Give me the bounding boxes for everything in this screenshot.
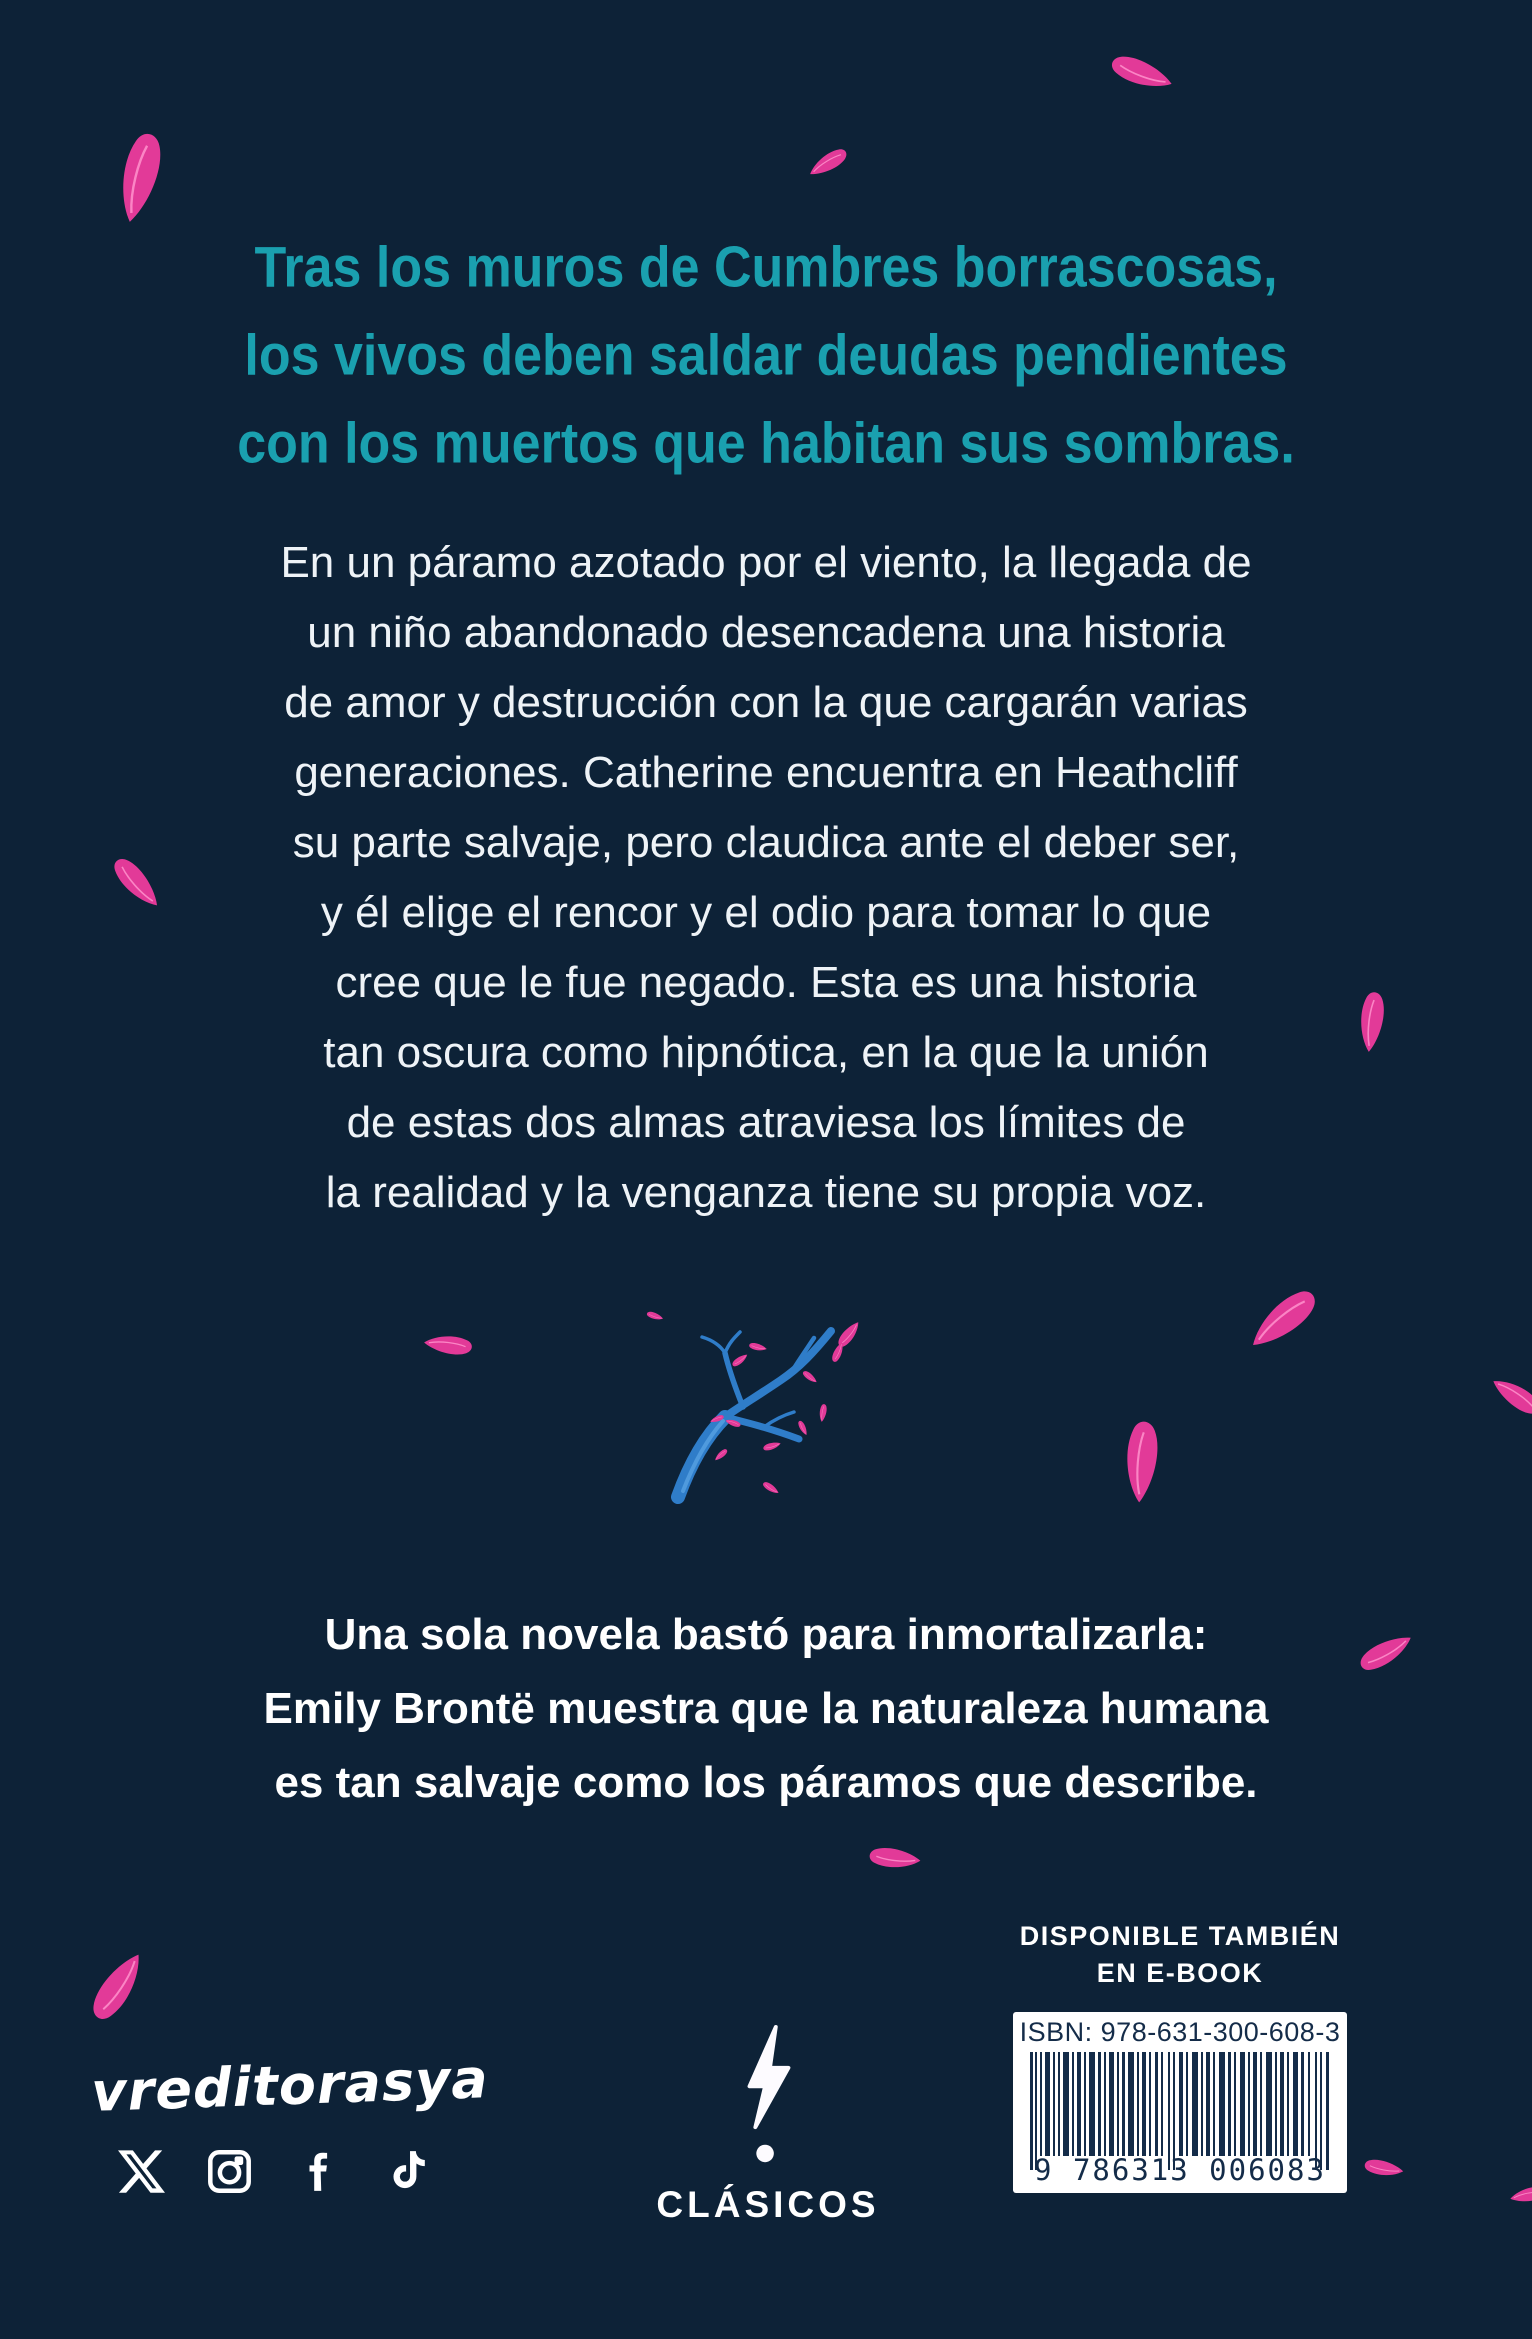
petal-icon	[82, 1944, 155, 2028]
clasicos-logo	[633, 2024, 903, 2226]
tagline-line: los vivos deben saldar deudas pendientes	[244, 324, 1288, 388]
x-icon	[118, 2148, 165, 2195]
author-statement	[0, 1598, 1532, 1820]
facebook-icon	[295, 2148, 342, 2195]
petal-icon	[867, 1843, 924, 1872]
lightning-bolt-icon	[736, 2024, 800, 2170]
tagline	[0, 224, 1532, 488]
imprint-name: CLÁSICOS	[656, 2184, 880, 2225]
petal-icon	[645, 1310, 664, 1323]
tagline-line: Tras los muros de Cumbres borrascosas,	[254, 236, 1278, 300]
isbn-label: ISBN: 978-631-300-608-3	[1019, 2017, 1341, 2047]
ebook-availability-line: EN E-BOOK	[1096, 1958, 1264, 1988]
petal-icon	[1486, 1370, 1532, 1422]
ebook-availability	[1013, 1918, 1347, 1992]
tagline-line: con los muertos que habitan sus sombras.	[237, 412, 1295, 476]
statement-line: Emily Brontë muestra que la naturaleza humana	[263, 1684, 1269, 1733]
synopsis-line: tan oscura como hipnótica, en la que la unión	[323, 1028, 1209, 1077]
synopsis-line: y él elige el rencor y el odio para tomar lo que	[320, 888, 1212, 937]
petal-icon	[109, 127, 172, 230]
synopsis	[0, 528, 1532, 1228]
synopsis-line: su parte salvaje, pero claudica ante el deber ser,	[292, 818, 1240, 867]
instagram-icon	[206, 2148, 253, 2195]
ebook-availability-line: DISPONIBLE TAMBIÉN	[1019, 1921, 1341, 1951]
statement-line: es tan salvaje como los páramos que describe.	[274, 1758, 1258, 1807]
petal-icon	[1120, 1417, 1164, 1507]
barcode	[1013, 2012, 1347, 2193]
petal-icon	[1362, 2155, 1406, 2180]
synopsis-line: En un páramo azotado por el viento, la llegada de	[280, 538, 1252, 587]
synopsis-line: generaciones. Catherine encuentra en Heathcliff	[294, 748, 1238, 797]
social-icons-row	[118, 2146, 430, 2196]
petal-icon	[1508, 2184, 1532, 2206]
synopsis-line: un niño abandonado desencadena una historia	[307, 608, 1225, 657]
synopsis-line: de estas dos almas atraviesa los límites de	[346, 1098, 1186, 1147]
publisher-handle: vreditorasya	[90, 2047, 490, 2124]
synopsis-line: de amor y destrucción con la que cargarán varias	[284, 678, 1248, 727]
synopsis-line: cree que le fue negado. Esta es una historia	[335, 958, 1197, 1007]
petal-icon	[804, 144, 852, 182]
petal-icon	[1240, 1281, 1326, 1359]
branch-illustration	[663, 1295, 865, 1513]
publisher-block	[80, 2047, 500, 2124]
barcode-digits: 9 786313 006083	[1034, 2153, 1326, 2187]
petal-icon	[421, 1331, 475, 1359]
synopsis-line: la realidad y la venganza tiene su propia voz.	[325, 1168, 1207, 1217]
statement-line: Una sola novela bastó para inmortalizarla:	[324, 1610, 1208, 1659]
petal-icon	[1106, 48, 1179, 98]
tiktok-icon	[383, 2148, 430, 2195]
